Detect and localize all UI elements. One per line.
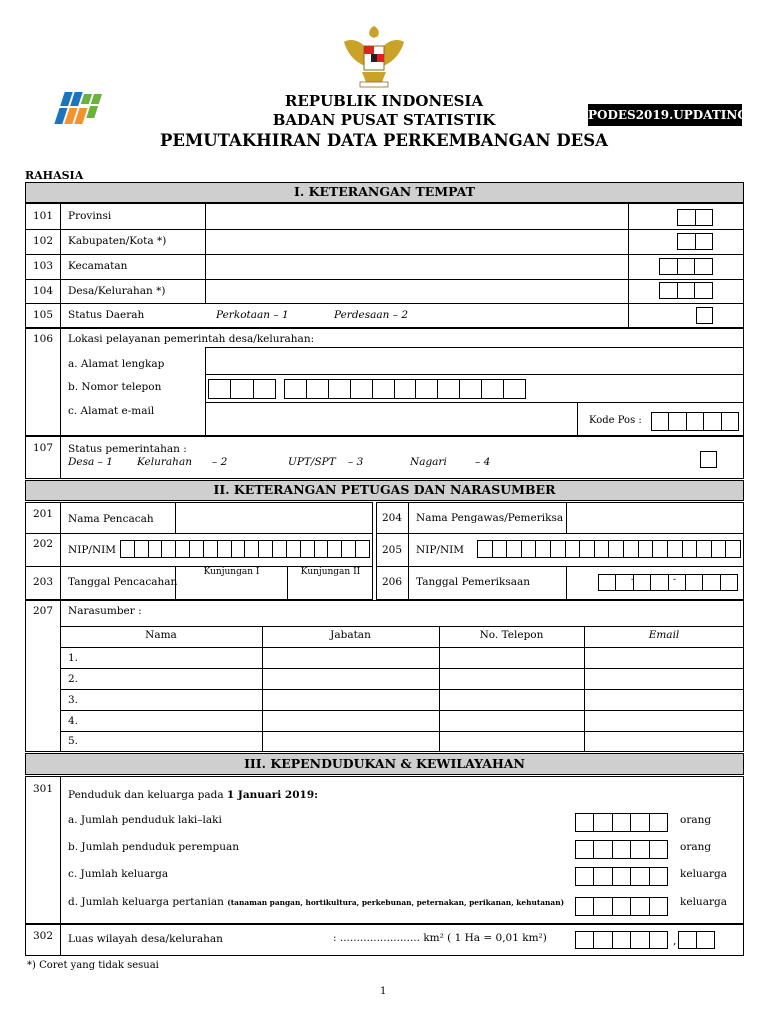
item-keluarga-unit: keluarga [680,868,727,880]
item-laki-laki-label: a. Jumlah penduduk laki–laki [68,814,222,826]
row-203-number: 203 [33,576,54,588]
row-201-label: Nama Pencacah [68,513,154,525]
status-daerah-option-2: Perdesaan – 2 [334,309,409,321]
alamat-email-field[interactable] [206,403,576,435]
status-pemerintahan-option-3-code: – 3 [348,456,364,468]
desa-code-cells[interactable] [659,282,713,299]
form-code-badge: PODES2019.UPDATING [588,104,742,126]
section-1-title: I. KETERANGAN TEMPAT [25,182,744,203]
narasumber-block [25,600,744,752]
header-title: PEMUTAKHIRAN DATA PERKEMBANGAN DESA [160,131,608,150]
item-perempuan-unit: orang [680,841,712,853]
row-103-number: 103 [33,260,54,272]
status-pemerintahan-option-4: Nagari [410,456,447,468]
status-pemerintahan-option-2: Kelurahan [137,456,192,468]
row-302-label: Luas wilayah desa/kelurahan [68,933,223,945]
status-pemerintahan-option-1: Desa – 1 [68,456,113,468]
row-107-label: Status pemerintahan : [68,443,187,455]
status-pemerintahan-option-4-code: – 4 [475,456,491,468]
status-pemerintahan-option-2-code: – 2 [212,456,228,468]
luas-wilayah-decimal-cells[interactable] [678,931,715,949]
row-301-date: 1 Januari 2019: [226,789,319,801]
row-205-number: 205 [382,544,403,556]
row-107-number: 107 [33,442,54,454]
kecamatan-code-cells[interactable] [659,258,713,275]
narasumber-row-3: 3. [68,694,79,706]
row-103-label: Kecamatan [68,260,128,272]
alamat-lengkap-field[interactable] [206,348,743,373]
item-keluarga-pertanian-note: (tanaman pangan, hortikultura, perkebunan, peternakan, perikanan, kehutanan) [227,898,565,907]
garuda-emblem [340,22,408,90]
item-keluarga-pertanian-label: d. Jumlah keluarga pertanian [68,896,224,908]
row-106-label: Lokasi pelayanan pemerintah desa/kelurahan: [68,333,315,345]
row-203-label: Tanggal Pencacahan [68,576,178,588]
luas-wilayah-comma: , [673,935,677,947]
col-nama-header: Nama [145,629,177,641]
kode-pos-cells[interactable] [651,412,739,431]
status-daerah-option-1: Perkotaan – 1 [216,309,289,321]
telepon-area-cells[interactable] [208,379,276,399]
provinsi-code-cells[interactable] [677,209,713,226]
date-dash-1: - [631,575,635,585]
row-202-label: NIP/NIM [68,544,117,556]
kunjungan-1-label: Kunjungan I [203,567,260,577]
row-207-label: Narasumber : [68,605,142,617]
col-telepon-header: No. Telepon [479,629,544,641]
classification-label: RAHASIA [25,169,84,182]
narasumber-row-4: 4. [68,715,79,727]
item-keluarga-label: c. Jumlah keluarga [68,868,169,880]
row-204-label: Nama Pengawas/Pemeriksa [416,512,564,524]
status-pemerintahan-option-3: UPT/SPT [288,456,336,468]
status-daerah-checkbox[interactable] [696,307,713,324]
nip-pengawas-cells[interactable] [477,540,741,558]
section-2-title: II. KETERANGAN PETUGAS DAN NARASUMBER [25,480,744,501]
row-201-number: 201 [33,508,54,520]
col-jabatan-header: Jabatan [330,629,371,641]
item-keluarga-pertanian-unit: keluarga [680,896,727,908]
row-204-number: 204 [382,512,403,524]
row-104-label: Desa/Kelurahan *) [68,285,166,297]
item-perempuan-label: b. Jumlah penduduk perempuan [68,841,240,853]
jumlah-keluarga-cells[interactable] [575,867,668,886]
row-301-label-text: Penduduk dan keluarga pada [68,789,227,801]
jumlah-keluarga-pertanian-cells[interactable] [575,897,668,916]
jumlah-perempuan-cells[interactable] [575,840,668,859]
row-104-number: 104 [33,285,54,297]
section-3-title: III. KEPENDUDUKAN & KEWILAYAHAN [25,753,744,775]
kabupaten-code-cells[interactable] [677,233,713,250]
narasumber-row-5: 5. [68,735,79,747]
row-102-number: 102 [33,235,54,247]
item-laki-laki-unit: orang [680,814,712,826]
nomor-telepon-label: b. Nomor telepon [68,381,162,393]
date-dash-2: - [673,575,677,585]
row-101-number: 101 [33,210,54,222]
row-206-number: 206 [382,576,403,588]
header-country: REPUBLIK INDONESIA [284,92,484,110]
col-email-header: Email [648,629,680,641]
narasumber-row-2: 2. [68,673,79,685]
luas-wilayah-integer-cells[interactable] [575,931,668,949]
row-301-number: 301 [33,783,54,795]
page-number: 1 [380,986,387,997]
row-102-label: Kabupaten/Kota *) [68,235,167,247]
alamat-email-label: c. Alamat e-mail [68,405,155,417]
row-207-number: 207 [33,605,54,617]
row-106-number: 106 [33,333,54,345]
row-105-number: 105 [33,309,54,321]
row-205-label: NIP/NIM [416,544,465,556]
kunjungan-2-label: Kunjungan II [300,567,361,577]
nama-pengawas-field[interactable] [567,503,743,532]
header-agency: BADAN PUSAT STATISTIK [272,111,496,129]
luas-wilayah-formula: : ........................ km² ( 1 Ha = 0,01 km²) [333,932,547,944]
row-301-label [68,789,318,801]
item-keluarga-pertanian [68,896,564,908]
tanggal-pemeriksaan-cells[interactable] [598,574,738,591]
row-202-number: 202 [33,538,54,550]
row-302-number: 302 [33,930,54,942]
narasumber-row-1: 1. [68,652,79,664]
row-105-label: Status Daerah [68,309,145,321]
telepon-number-cells[interactable] [284,379,526,399]
row-101-label: Provinsi [68,210,112,222]
alamat-lengkap-label: a. Alamat lengkap [68,358,165,370]
nama-pencacah-field[interactable] [176,503,372,532]
nip-pencacah-cells[interactable] [120,540,370,558]
footnote: *) Coret yang tidak sesuai [27,960,159,971]
kode-pos-label: Kode Pos : [589,415,642,426]
jumlah-laki-laki-cells[interactable] [575,813,668,832]
row-206-label: Tanggal Pemeriksaan [416,576,530,588]
status-pemerintahan-checkbox[interactable] [700,451,717,468]
